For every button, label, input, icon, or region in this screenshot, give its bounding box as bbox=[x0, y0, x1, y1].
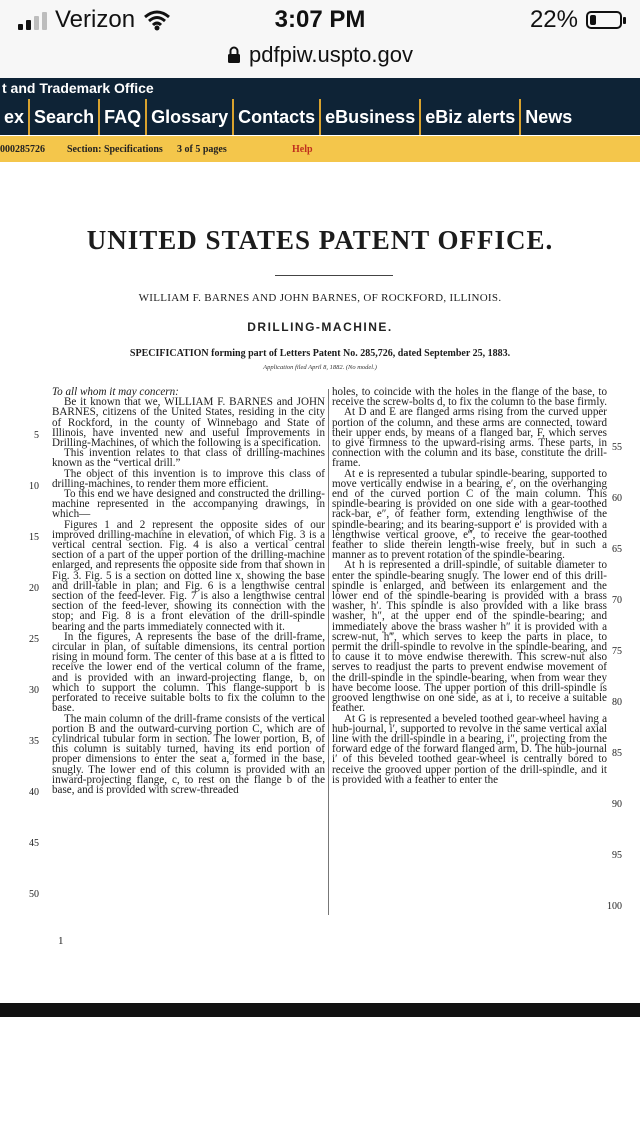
document-id: 000285726 bbox=[0, 144, 45, 155]
lock-icon bbox=[227, 46, 241, 64]
paragraph: To this end we have designed and constructed the drilling-machine represented in the accompanying drawings, in which— bbox=[52, 488, 325, 521]
clock: 3:07 PM bbox=[274, 6, 366, 33]
line-number: 85 bbox=[612, 748, 622, 759]
line-number: 60 bbox=[612, 493, 622, 504]
line-number: 10 bbox=[29, 481, 39, 492]
application-line: Application filed April 8, 1882. (No model.) bbox=[263, 364, 377, 371]
paragraph: In the figures, A represents the base of the drill-frame, circular in plan, of suitable dimensions, its central portion rising in mound form. The center of this base at a is fitted to receive the lower end of the vertical column of the frame, and is provided with an inward-projecting flange, b, on which to support the column. This flange-support b is perforated to receive suitable bolts to fix the column to the base. bbox=[52, 630, 325, 715]
paragraph: The object of this invention is to improve this class of drilling-machines, to render them more efficient. bbox=[52, 467, 325, 490]
line-number: 45 bbox=[29, 838, 39, 849]
paragraph: At D and E are flanged arms rising from the curved upper portion of the column, and these arms are connected, toward their upper ends, by means of a flanged bar, F, which serves to give firmness to the upward-rising arms. These parts, in connection with the column and its base, constitute the drill-frame. bbox=[332, 406, 607, 470]
nav-item-glossary[interactable]: Glossary bbox=[147, 99, 234, 135]
site-nav bbox=[0, 99, 640, 135]
document-toolbar bbox=[0, 136, 640, 162]
address-bar[interactable] bbox=[0, 40, 640, 78]
paragraph: Be it known that we, WILLIAM F. BARNES and JOHN BARNES, citizens of the United States, residing in the city of Rockford, in the county of Winnebago and State of Illinois, have invented new and useful Improvements in Drilling-Machines, of which the following is a specification. bbox=[52, 396, 325, 450]
paragraph: Figures 1 and 2 represent the opposite sides of our improved drilling-machine in elevation, of which Fig. 3 is a vertical central section. Fig. 4 is also a vertical central section of a part of the upper portion of the drilling-machine enlarged, and represents the opposite side from that shown in Fig. 3. Fig. 5 is a section on dotted line x, showing the base and drill-table in plan; and Fig. 6 is a lengthwise central section of the feed-lever. Fig. 7 is also a lengthwise central section of the feed-lever, showing its connection with the stop; and Fig. 8 is a front elevation of the drill-spindle bearing and the parts immediately connected with it. bbox=[52, 518, 325, 633]
line-number: 65 bbox=[612, 544, 622, 555]
page-count: 3 of 5 pages bbox=[177, 144, 227, 155]
line-number: 25 bbox=[29, 634, 39, 645]
line-number: 80 bbox=[612, 697, 622, 708]
line-number: 15 bbox=[29, 532, 39, 543]
nav-item-ebiz-alerts[interactable]: eBiz alerts bbox=[421, 99, 521, 135]
nav-item-news[interactable]: News bbox=[525, 107, 573, 127]
left-column bbox=[52, 387, 325, 795]
line-number: 50 bbox=[29, 889, 39, 900]
battery-percent: 22% bbox=[529, 6, 578, 33]
paragraph: At G is represented a beveled toothed gear-wheel having a hub-journal, i′, supported to revolve in the same vertical axial line with the drill-spindle in a bearing, i″, projecting from the forward edge of the forward flanged arm, D. The hub-journal i′ of this beveled toothed gear-wheel is centrally bored to receive the grooved upper portion of the drill-spindle, and it is provided with a feather to enter the bbox=[332, 712, 607, 786]
nav-item-faq[interactable]: FAQ bbox=[100, 99, 147, 135]
line-number: 5 bbox=[34, 430, 39, 441]
divider-rule bbox=[275, 275, 393, 276]
status-bar bbox=[0, 0, 640, 40]
carrier-name: Verizon bbox=[55, 6, 136, 33]
line-number: 30 bbox=[29, 685, 39, 696]
battery-group bbox=[530, 6, 622, 34]
authors: WILLIAM F. BARNES AND JOHN BARNES, OF ROCKFORD, ILLINOIS. bbox=[138, 292, 502, 304]
section-label: Section: Specifications bbox=[67, 144, 163, 155]
line-number: 55 bbox=[612, 442, 622, 453]
salutation: To all whom it may concern: bbox=[52, 386, 179, 398]
nav-item-ebusiness[interactable]: eBusiness bbox=[321, 99, 421, 135]
line-number: 75 bbox=[612, 646, 622, 657]
page-number: 1 bbox=[58, 935, 64, 947]
paragraph: The main column of the drill-frame consists of the vertical portion B and the outward-curving portion C, which are of cylindrical tubular form in section. The lower portion, B, of this column is suitably turned, having its end portion of proper dimensions to enter the seat a, formed in the base, snugly. The lower end of this column is provided with an inward-projecting flange, c, to rest on the flange b of the base, and is provided with screw-threaded bbox=[52, 712, 325, 796]
nav-item-index[interactable]: ex bbox=[0, 99, 30, 135]
document-bottom-bar bbox=[0, 1003, 640, 1017]
battery-icon bbox=[586, 11, 622, 29]
line-number: 35 bbox=[29, 736, 39, 747]
line-number: 100 bbox=[607, 901, 622, 912]
line-number: 70 bbox=[612, 595, 622, 606]
office-title: UNITED STATES PATENT OFFICE. bbox=[86, 225, 554, 255]
nav-item-contacts[interactable]: Contacts bbox=[234, 99, 321, 135]
battery-fill bbox=[590, 15, 596, 25]
line-number: 95 bbox=[612, 850, 622, 861]
paragraph: holes, to coincide with the holes in the flange of the base, to receive the screw-bolts d, to fix the column to the base firmly. bbox=[332, 386, 607, 409]
specification-line: SPECIFICATION forming part of Letters Patent No. 285,726, dated September 25, 1883. bbox=[129, 348, 511, 359]
url-text: pdfpiw.uspto.gov bbox=[249, 42, 413, 67]
paragraph: At h is represented a drill-spindle, of suitable diameter to enter the spindle-bearing snugly. The lower end of this drill-spindle is enlarged, and between its enlargement and the lower end of the spindle-bearing is provided with a brass washer, h′. This spindle is also provided with a like brass washer, h″, at the upper end of the spindle-bearing; and immediately above the brass washer h″ it is provided with a screw-nut, h‴, which serves to keep the parts in place, to permit the drill-spindle to revolve in the spindle-bearing, and to cause it to move endwise therewith. This screw-nut also serves to readjust the parts to prevent endwise movement of the drill-spindle in the spindle-bearing, when from wear they have become loose. The upper portion of this drill-spindle is grooved lengthwise on one side, as at i, to receive a suitable feather. bbox=[332, 559, 607, 715]
line-number: 20 bbox=[29, 583, 39, 594]
nav-item-search[interactable]: Search bbox=[30, 99, 100, 135]
site-banner: t and Trademark Office bbox=[0, 78, 640, 99]
patent-document bbox=[0, 165, 640, 1003]
column-divider bbox=[328, 389, 329, 915]
paragraph: At e is represented a tubular spindle-bearing, supported to move vertically endwise in a bearing, e′, on the overhanging end of the curved portion C of the main column. This spindle-bearing is provided on one side with a gear-toothed rack-bar, e″, of feather form, extending lengthwise of the spindle-bearing; and its bearing-support e′ is provided with a lengthwise vertical groove, e‴, to receive the gear-toothed feather to slide therein length-wise freely, but in such a manner as to prevent rotation of the spindle-bearing. bbox=[332, 467, 607, 562]
line-number: 90 bbox=[612, 799, 622, 810]
right-column bbox=[332, 387, 607, 785]
help-link[interactable]: Help bbox=[292, 144, 313, 155]
line-number: 40 bbox=[29, 787, 39, 798]
subject: DRILLING-MACHINE. bbox=[247, 320, 393, 334]
paragraph: This invention relates to that class of drilling-machines known as the “vertical drill.” bbox=[52, 447, 325, 470]
